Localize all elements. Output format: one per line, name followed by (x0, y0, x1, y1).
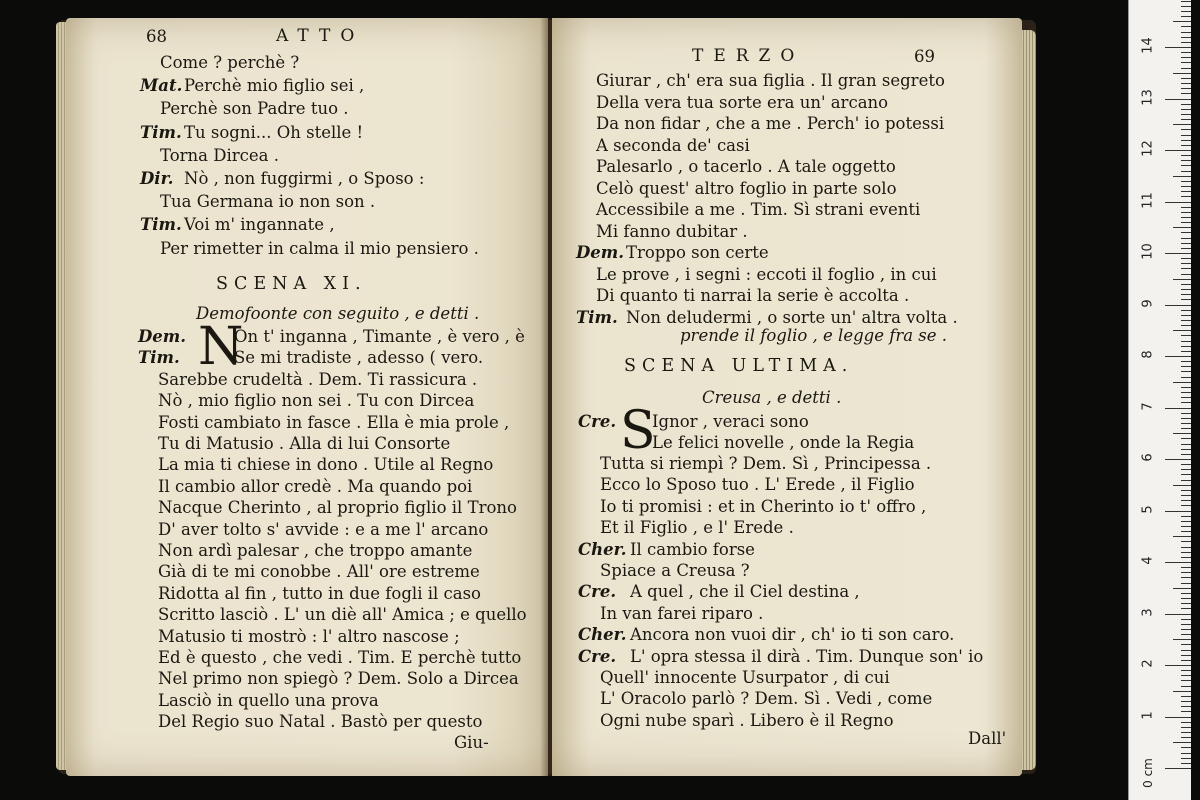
dialogue-line: Del Regio suo Natal . Bastò per questo (158, 712, 483, 732)
ruler-tick (1181, 171, 1191, 172)
dialogue-line: Ed è questo , che vedi . Tim. E perchè tutto (158, 648, 522, 667)
speaker-label: Cre. (578, 412, 617, 431)
ruler-tick (1181, 608, 1191, 609)
text-line: Ecco lo Sposo tuo . L' Erede , il Figlio (600, 475, 915, 495)
ruler-tick (1181, 341, 1191, 342)
ruler-tick (1165, 614, 1191, 615)
ruler-tick (1173, 124, 1191, 125)
text-line: Ogni nube sparì . Libero è il Regno (600, 710, 894, 730)
ruler-tick (1181, 248, 1191, 249)
left-page (66, 18, 548, 776)
ruler-number: 14 (1140, 37, 1156, 54)
ruler-number: 12 (1140, 140, 1156, 157)
ruler-tick (1181, 505, 1191, 506)
text-line: Mi fanno dubitar . (596, 221, 748, 241)
ruler-tick (1181, 650, 1191, 651)
text-line: Perchè son Padre tuo . (160, 99, 349, 119)
ruler-tick (1181, 243, 1191, 244)
ruler-tick (1181, 212, 1191, 213)
ruler-tick (1165, 305, 1191, 306)
text-line: Tutta si riempì ? Dem. Sì , Principessa . (600, 454, 932, 473)
text-line: A quel , che il Ciel destina , (630, 582, 860, 602)
ruler-tick (1181, 310, 1191, 311)
ruler-tick (1165, 665, 1191, 666)
ruler-number: 1 (1140, 710, 1156, 720)
ruler-tick (1181, 577, 1191, 578)
ruler-tick (1181, 6, 1191, 7)
ruler-tick (1181, 268, 1191, 269)
scene-title: SCENA ULTIMA. (624, 356, 854, 376)
ruler-tick (1173, 227, 1191, 228)
ruler-tick (1181, 88, 1191, 89)
speaker-label: Cre. (578, 646, 617, 666)
ruler-tick (1181, 413, 1191, 414)
ruler-tick (1173, 691, 1191, 692)
ruler-tick (1181, 572, 1191, 573)
dialogue-line: D' aver tolto s' avvide : e a me l' arcano (158, 519, 489, 539)
ruler-tick (1181, 238, 1191, 239)
ruler-tick (1181, 351, 1191, 352)
ruler-tick (1181, 418, 1191, 419)
text-line: Tu sogni... Oh stelle ! (184, 122, 364, 142)
dialogue-line: Nel primo non spiegò ? Dem. Solo a Dircea (158, 669, 519, 689)
ruler-tick (1181, 706, 1191, 707)
ruler-tick (1165, 511, 1191, 512)
ruler-tick (1181, 469, 1191, 470)
ruler-tick (1181, 1, 1191, 2)
ruler-tick (1181, 335, 1191, 336)
text-line: Di quanto ti narrai la serie è accolta . (596, 286, 910, 305)
ruler-tick (1165, 150, 1191, 151)
ruler-tick (1181, 263, 1191, 264)
text-line: Celò quest' altro foglio in parte solo (596, 178, 897, 198)
ruler-tick (1181, 747, 1191, 748)
ruler-tick (1165, 717, 1191, 718)
text-line: Nò , non fuggirmi , o Sposo : (184, 169, 425, 188)
dialogue-line: Ridotta al fin , tutto in due fogli il caso (158, 583, 481, 603)
ruler-tick (1165, 99, 1191, 100)
ruler-number: 8 (1140, 350, 1156, 359)
ruler-tick (1181, 583, 1191, 584)
ruler-tick (1181, 603, 1191, 604)
text-line: Accessibile a me . Tim. Sì strani eventi (596, 200, 921, 219)
ruler-tick (1181, 449, 1191, 450)
ruler-tick (1181, 37, 1191, 38)
dialogue-line: Scritto lasciò . L' un diè all' Amica ; e quello (158, 605, 527, 625)
scene-characters: Demofoonte con seguito , e detti . (196, 304, 480, 323)
ruler-tick (1181, 701, 1191, 702)
speaker-label: Cre. (578, 582, 617, 602)
ruler-tick (1181, 516, 1191, 517)
ruler-tick (1181, 402, 1191, 403)
ruler-tick (1181, 346, 1191, 347)
ruler-tick (1181, 634, 1191, 635)
ruler-tick (1181, 377, 1191, 378)
stage-direction: prende il foglio , e legge fra se . (680, 326, 948, 345)
ruler-tick (1181, 392, 1191, 393)
ruler-number: 10 (1140, 243, 1156, 260)
speaker-label: Dem. (576, 243, 625, 262)
ruler-tick (1181, 366, 1191, 367)
dialogue-line: Lasciò in quello una prova (158, 690, 379, 710)
ruler-tick (1181, 758, 1191, 759)
ruler-tick (1181, 42, 1191, 43)
text-line: Troppo son certe (626, 243, 769, 262)
ruler-tick (1181, 93, 1191, 94)
ruler-tick (1181, 371, 1191, 372)
ruler-tick (1181, 629, 1191, 630)
ruler-tick (1173, 176, 1191, 177)
ruler-tick (1173, 21, 1191, 22)
text-line: A seconda de' casi (596, 135, 750, 155)
text-line: Della vera tua sorte era un' arcano (596, 92, 889, 112)
text-line: Spiace a Creusa ? (600, 561, 750, 580)
ruler-tick (1181, 274, 1191, 275)
ruler-tick (1181, 104, 1191, 105)
text-line: Per rimetter in calma il mio pensiero . (160, 238, 479, 258)
text-line: Perchè mio figlio sei , (184, 76, 365, 96)
dialogue-line: Il cambio allor credè . Ma quando poi (158, 476, 473, 496)
ruler-tick (1165, 356, 1191, 357)
ruler-tick (1181, 428, 1191, 429)
ruler-tick (1181, 521, 1191, 522)
text-line: Il cambio forse (630, 539, 755, 559)
ruler-tick (1173, 330, 1191, 331)
dialogue-line: Non ardì palesar , che troppo amante (158, 541, 473, 560)
speaker-label: Dem. (138, 327, 187, 346)
text-line: Voi m' ingannate , (184, 215, 335, 235)
drop-cap: N (198, 317, 244, 377)
ruler-tick (1181, 531, 1191, 532)
running-head-right: TERZO (692, 46, 805, 66)
text-line: In van farei riparo . (600, 603, 764, 623)
ruler-tick (1181, 490, 1191, 491)
measuring-ruler (1128, 0, 1191, 800)
speaker-label: Cher. (578, 539, 627, 559)
ruler-tick (1181, 727, 1191, 728)
ruler-tick (1181, 737, 1191, 738)
ruler-tick (1181, 299, 1191, 300)
ruler-tick (1165, 459, 1191, 460)
catchword: Dall' (968, 729, 1007, 748)
text-line: Tua Germana io non son . (160, 192, 376, 212)
ruler-tick (1173, 382, 1191, 383)
scene-title: SCENA XI. (216, 274, 367, 294)
ruler-tick (1181, 191, 1191, 192)
ruler-number: 4 (1140, 556, 1156, 565)
ruler-tick (1173, 588, 1191, 589)
ruler-tick (1181, 68, 1191, 69)
ruler-tick (1165, 253, 1191, 254)
text-line: Io ti promisi : et in Cherinto io t' offro , (600, 496, 927, 516)
ruler-tick (1181, 495, 1191, 496)
ruler-tick (1181, 624, 1191, 625)
page-number-right: 69 (914, 47, 935, 66)
ruler-tick (1181, 763, 1191, 764)
ruler-tick (1181, 145, 1191, 146)
speaker-label: Mat. (140, 76, 183, 96)
ruler-tick (1173, 279, 1191, 280)
ruler-unit: 0 cm (1140, 758, 1155, 788)
ruler-tick (1181, 557, 1191, 558)
ruler-tick (1181, 11, 1191, 12)
ruler-number: 6 (1140, 453, 1156, 462)
text-line: Torna Dircea . (160, 145, 279, 165)
ruler-tick (1181, 32, 1191, 33)
ruler-tick (1181, 541, 1191, 542)
ruler-tick (1181, 500, 1191, 501)
text-line: Le prove , i segni : eccoti il foglio , in cui (596, 264, 937, 284)
ruler-number: 3 (1140, 607, 1156, 617)
dialogue-line: La mia ti chiese in dono . Utile al Regno (158, 455, 494, 475)
ruler-tick (1181, 732, 1191, 733)
ruler-tick (1181, 83, 1191, 84)
drop-cap: S (620, 401, 656, 461)
ruler-tick (1181, 526, 1191, 527)
ruler-tick (1181, 670, 1191, 671)
ruler-tick (1181, 680, 1191, 681)
ruler-tick (1181, 315, 1191, 316)
dialogue-line: Ignor , veraci sono (652, 412, 809, 431)
ruler-tick (1165, 202, 1191, 203)
ruler-tick (1181, 155, 1191, 156)
ruler-tick (1173, 536, 1191, 537)
dialogue-line: On t' inganna , Timante , è vero , è (234, 327, 525, 346)
ruler-tick (1181, 62, 1191, 63)
ruler-tick (1181, 547, 1191, 548)
dialogue-line: Nò , mio figlio non sei . Tu con Dircea (158, 391, 475, 411)
text-line: Quell' innocente Usurpator , di cui (600, 668, 890, 687)
ruler-tick (1181, 438, 1191, 439)
ruler-tick (1181, 181, 1191, 182)
ruler-tick (1181, 753, 1191, 754)
dialogue-line: Sarebbe crudeltà . Dem. Ti rassicura . (158, 369, 478, 389)
ruler-tick (1173, 433, 1191, 434)
speaker-label: Tim. (138, 348, 180, 367)
text-line: Non deludermi , o sorte un' altra volta . (626, 307, 958, 327)
dialogue-line: Già di te mi conobbe . All' ore estreme (158, 562, 480, 582)
ruler-tick (1181, 109, 1191, 110)
dialogue-line: Se mi tradiste , adesso ( vero. (234, 348, 484, 368)
text-line: Come ? perchè ? (160, 53, 300, 72)
ruler-tick (1181, 325, 1191, 326)
text-line: Ancora non vuoi dir , ch' io ti son caro. (630, 625, 955, 645)
ruler-tick (1181, 289, 1191, 290)
ruler-tick (1181, 397, 1191, 398)
ruler-number: 13 (1140, 88, 1156, 106)
ruler-tick (1165, 562, 1191, 563)
ruler-tick (1181, 165, 1191, 166)
ruler-tick (1181, 644, 1191, 645)
ruler-tick (1181, 284, 1191, 285)
ruler-tick (1181, 686, 1191, 687)
text-line: Da non fidar , che a me . Perch' io potessi (596, 114, 945, 133)
ruler-number: 9 (1140, 298, 1156, 308)
ruler-tick (1181, 593, 1191, 594)
ruler-tick (1181, 217, 1191, 218)
ruler-tick (1181, 222, 1191, 223)
ruler-tick (1181, 207, 1191, 208)
ruler-number: 11 (1140, 191, 1156, 209)
ruler-tick (1181, 444, 1191, 445)
ruler-number: 2 (1140, 659, 1156, 668)
speaker-label: Tim. (140, 215, 182, 235)
ruler-tick (1181, 423, 1191, 424)
ruler-tick (1181, 258, 1191, 259)
dialogue-line: Le felici novelle , onde la Regia (652, 433, 915, 452)
ruler-number: 7 (1140, 401, 1156, 411)
ruler-tick (1181, 196, 1191, 197)
ruler-tick (1181, 598, 1191, 599)
ruler-tick (1181, 480, 1191, 481)
ruler-tick (1181, 722, 1191, 723)
dialogue-line: Matusio ti mostrò : l' altro nascose ; (158, 626, 460, 646)
dialogue-line: Tu di Matusio . Alla di lui Consorte (158, 434, 451, 453)
ruler-tick (1165, 408, 1191, 409)
ruler-tick (1165, 768, 1191, 769)
dialogue-line: Fosti cambiato in fasce . Ella è mia prole , (158, 412, 510, 432)
ruler-tick (1181, 114, 1191, 115)
speaker-label: Dir. (140, 169, 174, 188)
text-line: Et il Figlio , e l' Erede . (600, 518, 794, 538)
right-page (552, 18, 1022, 776)
text-line: Palesarlo , o tacerlo . A tale oggetto (596, 157, 896, 176)
ruler-tick (1181, 160, 1191, 161)
dialogue-line: Nacque Cherinto , al proprio figlio il Trono (158, 498, 517, 518)
ruler-tick (1181, 464, 1191, 465)
ruler-tick (1181, 675, 1191, 676)
ruler-tick (1181, 232, 1191, 233)
ruler-tick (1181, 474, 1191, 475)
ruler-tick (1181, 655, 1191, 656)
ruler-tick (1181, 78, 1191, 79)
ruler-tick (1181, 696, 1191, 697)
ruler-tick (1181, 119, 1191, 120)
ruler-tick (1181, 567, 1191, 568)
ruler-tick (1165, 47, 1191, 48)
catchword: Giu- (454, 733, 489, 752)
ruler-tick (1181, 57, 1191, 58)
speaker-label: Tim. (576, 307, 618, 327)
ruler-number: 5 (1140, 504, 1156, 514)
ruler-tick (1181, 129, 1191, 130)
ruler-tick (1173, 73, 1191, 74)
ruler-tick (1181, 454, 1191, 455)
ruler-tick (1181, 361, 1191, 362)
ruler-tick (1181, 552, 1191, 553)
ruler-tick (1181, 140, 1191, 141)
scene-characters: Creusa , e detti . (702, 388, 842, 407)
ruler-tick (1181, 660, 1191, 661)
ruler-tick (1173, 485, 1191, 486)
page-number-left: 68 (146, 27, 167, 46)
text-line: Giurar , ch' era sua figlia . Il gran segreto (596, 71, 945, 90)
ruler-tick (1181, 52, 1191, 53)
ruler-tick (1173, 742, 1191, 743)
ruler-tick (1181, 387, 1191, 388)
ruler-tick (1181, 135, 1191, 136)
ruler-tick (1181, 711, 1191, 712)
ruler-tick (1181, 186, 1191, 187)
ruler-tick (1181, 320, 1191, 321)
text-line: L' opra stessa il dirà . Tim. Dunque son' io (630, 646, 984, 666)
running-head-left: ATTO (276, 26, 365, 46)
ruler-tick (1173, 639, 1191, 640)
speaker-label: Cher. (578, 625, 627, 645)
text-line: L' Oracolo parlò ? Dem. Sì . Vedi , come (600, 689, 933, 709)
ruler-tick (1181, 16, 1191, 17)
ruler-tick (1181, 26, 1191, 27)
ruler-tick (1181, 619, 1191, 620)
speaker-label: Tim. (140, 122, 182, 142)
ruler-tick (1181, 294, 1191, 295)
